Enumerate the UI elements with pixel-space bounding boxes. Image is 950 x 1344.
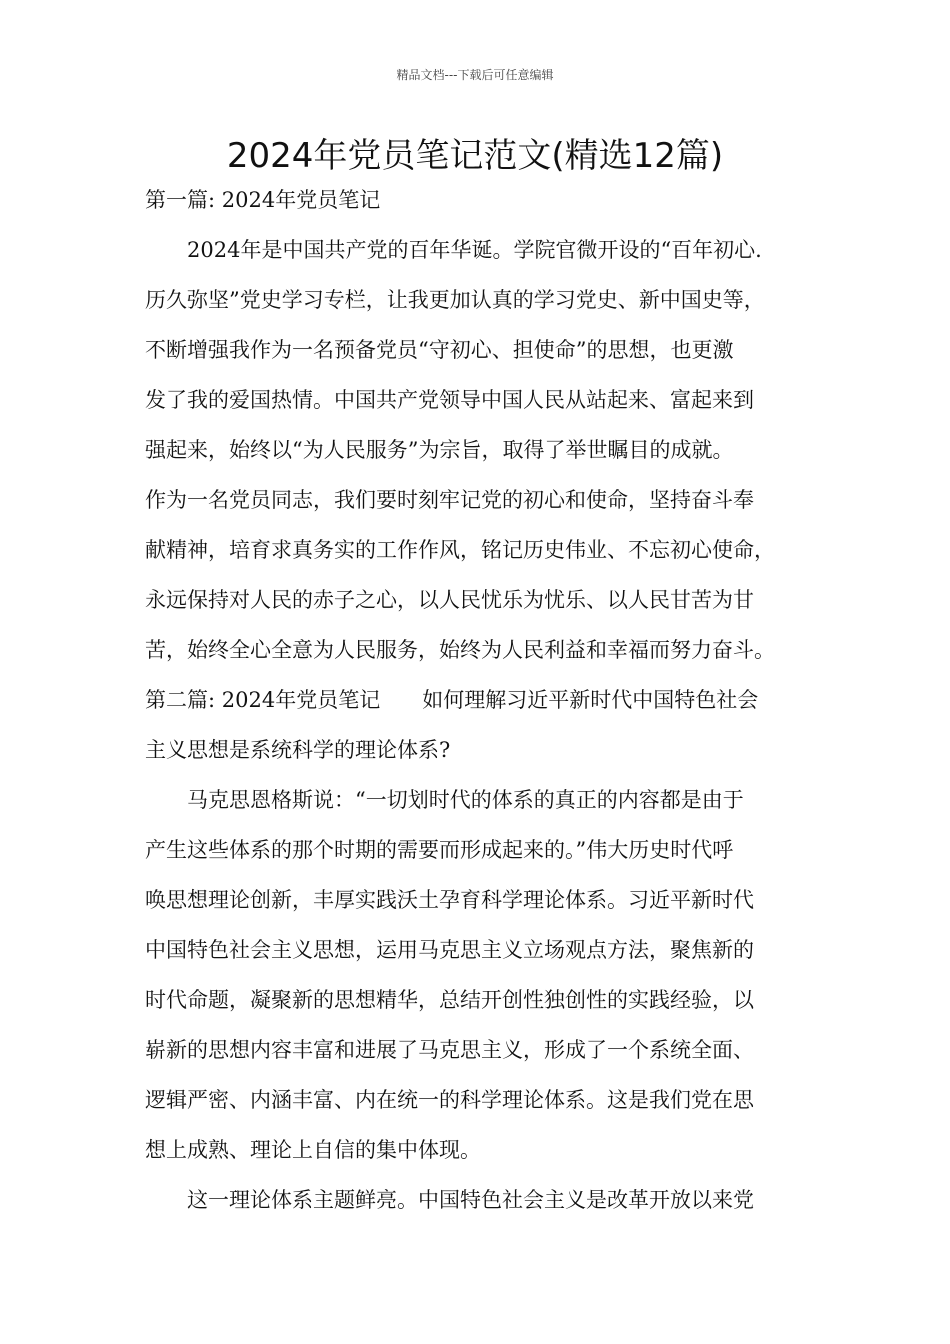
body-line: 永远保持对人民的赤子之心，以人民忧乐为忧乐、以人民甘苦为甘 (145, 588, 754, 612)
document-title: 2024年党员笔记范文(精选12篇) (226, 136, 724, 176)
body-line: 主义思想是系统科学的理论体系? (145, 738, 451, 762)
body-line: 献精神，培育求真务实的工作作风，铭记历史伟业、不忘初心使命， (145, 538, 775, 562)
body-line: 苦，始终全心全意为人民服务，始终为人民利益和幸福而努力奋斗。 (145, 638, 775, 662)
body-line: 发了我的爱国热情。中国共产党领导中国人民从站起来、富起来到 (145, 388, 754, 412)
body-line: 想上成熟、理论上自信的集中体现。 (145, 1138, 481, 1162)
body-line: 崭新的思想内容丰富和进展了马克思主义，形成了一个系统全面、 (145, 1038, 754, 1062)
body-line: 作为一名党员同志，我们要时刻牢记党的初心和使命，坚持奋斗奉 (145, 488, 754, 512)
page-header: 精品文档---下载后可任意编辑 (396, 68, 554, 82)
body-line: 2024年是中国共产党的百年华诞。学院官微开设的“百年初心. (145, 238, 762, 262)
section-heading-1: 第一篇: 2024年党员笔记 (145, 188, 381, 212)
body-line: 产生这些体系的那个时期的需要而形成起来的。”伟大历史时代呼 (145, 838, 734, 862)
section-heading-2: 第二篇: 2024年党员笔记 如何理解习近平新时代中国特色社会 (145, 688, 759, 712)
body-line: 中国特色社会主义思想，运用马克思主义立场观点方法，聚焦新的 (145, 938, 754, 962)
body-line: 历久弥坚”党史学习专栏，让我更加认真的学习党史、新中国史等， (145, 288, 765, 312)
body-line: 时代命题，凝聚新的思想精华，总结开创性独创性的实践经验，以 (145, 988, 754, 1012)
body-line: 马克思恩格斯说：“一切划时代的体系的真正的内容都是由于 (145, 788, 744, 812)
body-line: 逻辑严密、内涵丰富、内在统一的科学理论体系。这是我们党在思 (145, 1088, 754, 1112)
body-line: 不断增强我作为一名预备党员“守初心、担使命”的思想，也更激 (145, 338, 734, 362)
body-line: 唤思想理论创新，丰厚实践沃土孕育科学理论体系。习近平新时代 (145, 888, 754, 912)
body-line: 强起来，始终以“为人民服务”为宗旨，取得了举世瞩目的成就。 (145, 438, 734, 462)
body-line: 这一理论体系主题鲜亮。中国特色社会主义是改革开放以来党 (145, 1188, 754, 1212)
